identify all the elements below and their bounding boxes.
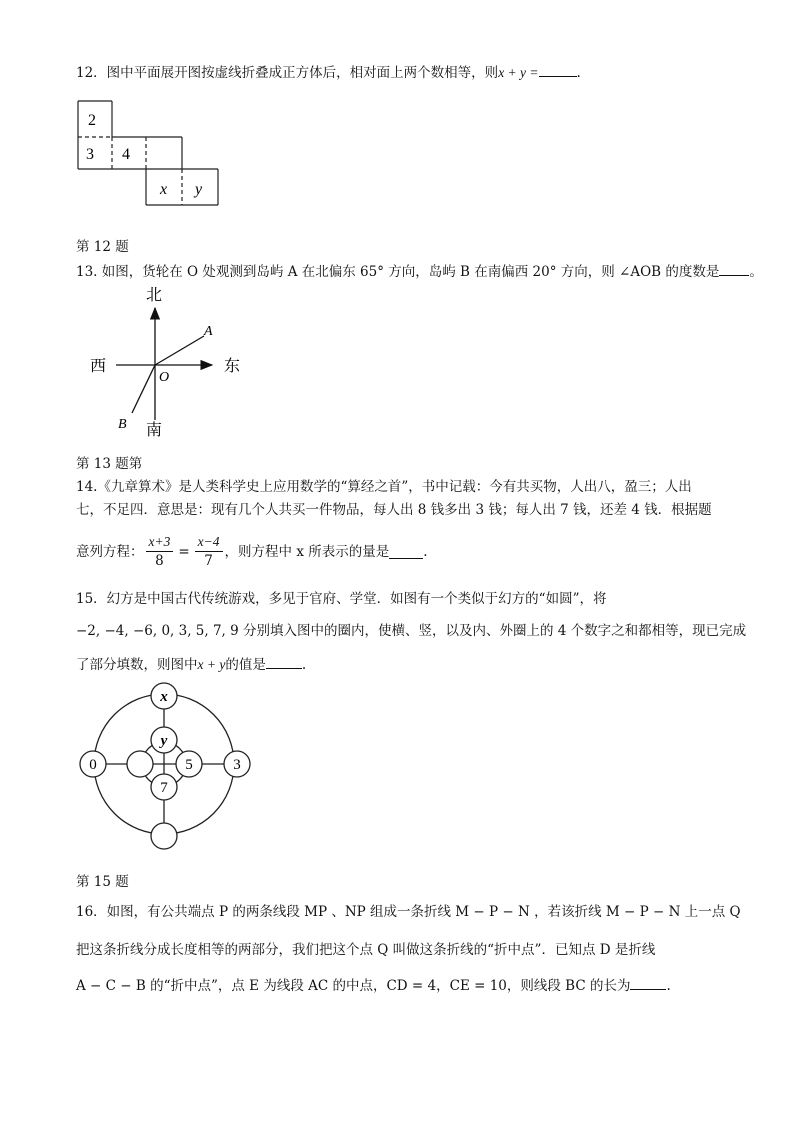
- point-b-label: B: [118, 417, 127, 432]
- q15-answer-blank: [266, 655, 302, 669]
- q15-caption: 第 15 题: [76, 874, 129, 890]
- point-a-label: A: [204, 324, 213, 339]
- west-label: 西: [90, 358, 107, 375]
- east-label: 东: [224, 358, 241, 375]
- fraction-1: $\frac{x+3}{8}$: [146, 533, 174, 570]
- q14-line3: 意列方程： $\frac{x+3}{8}$ = $\frac{x-4}{7}$ ，则方程中 x 所表示的量是 .: [76, 534, 428, 569]
- q16-line3: A − C − B 的“折中点”，点 E 为线段 AC 的中点，CD = 4，CE = 10，则线段 BC 的长为 .: [76, 978, 671, 994]
- q12-cell-mid-left: 3: [86, 146, 94, 163]
- q15-line2: −2, −4, −6, 0, 3, 5, 7, 9 分别填入图中的圈内，使横、竖，以及内、外圈上的 4 个数字之和都相等，现已完成: [76, 623, 747, 639]
- q16-line2: 把这条折线分成长度相等的两部分，我们把这个点 Q 叫做这条折线的“折中点”．已知点 D 是折线: [76, 942, 656, 958]
- node-inner-bottom: 7: [160, 780, 168, 796]
- point-o-label: O: [159, 370, 170, 385]
- q14-answer-blank: [389, 545, 423, 559]
- q15-line1: 15．幻方是中国古代传统游戏，多见于官府、学堂．如图有一个类似于幻方的“如圆”，将: [76, 591, 607, 607]
- q13-caption: 第 13 题第: [76, 456, 143, 472]
- q16-answer-blank: [630, 976, 666, 990]
- q12-answer-blank: [539, 63, 577, 77]
- q13-compass-diagram: [86, 280, 256, 440]
- q12-text: 12．图中平面展开图按虚线折叠成正方体后，相对面上两个数相等，则x + y = .: [76, 65, 581, 81]
- node-left: 0: [89, 757, 97, 773]
- q15-magic-circle: [76, 680, 256, 855]
- q12-cell-mid-right: 4: [122, 146, 130, 163]
- q12-caption: 第 12 题: [76, 239, 129, 255]
- q13-answer-blank: [719, 262, 749, 276]
- fraction-2: $\frac{x-4}{7}$: [195, 533, 223, 570]
- q14-line2: 七，不足四．意思是：现有几个人共买一件物品，每人出 8 钱多出 3 钱；每人出 7 钱，还差 4 钱．根据题: [76, 502, 712, 518]
- q14-line1: 14.《九章算术》是人类科学史上应用数学的“算经之首”，书中记载：今有共买物，人出八，盈三；人出: [76, 479, 692, 495]
- q12-cube-net: [74, 97, 224, 209]
- q12-cell-bot-left: x: [160, 181, 168, 198]
- north-label: 北: [146, 287, 163, 304]
- node-top: x: [160, 689, 168, 705]
- q12-cell-top: 2: [88, 112, 96, 129]
- south-label: 南: [146, 422, 163, 439]
- q16-line1: 16．如图，有公共端点 P 的两条线段 MP 、NP 组成一条折线 M − P − N ，若该折线 M − P − N 上一点 Q: [76, 904, 741, 920]
- q15-line3: 了部分填数，则图中x + y的值是 .: [76, 657, 307, 673]
- node-inner-right: 5: [185, 757, 193, 773]
- node-right: 3: [233, 757, 241, 773]
- q13-text: 13. 如图，货轮在 O 处观测到岛屿 A 在北偏东 65° 方向，岛屿 B 在南偏西 20° 方向，则 ∠AOB 的度数是 。: [76, 264, 763, 280]
- node-inner-top: y: [160, 733, 168, 749]
- q12-cell-bot-right: y: [195, 181, 203, 198]
